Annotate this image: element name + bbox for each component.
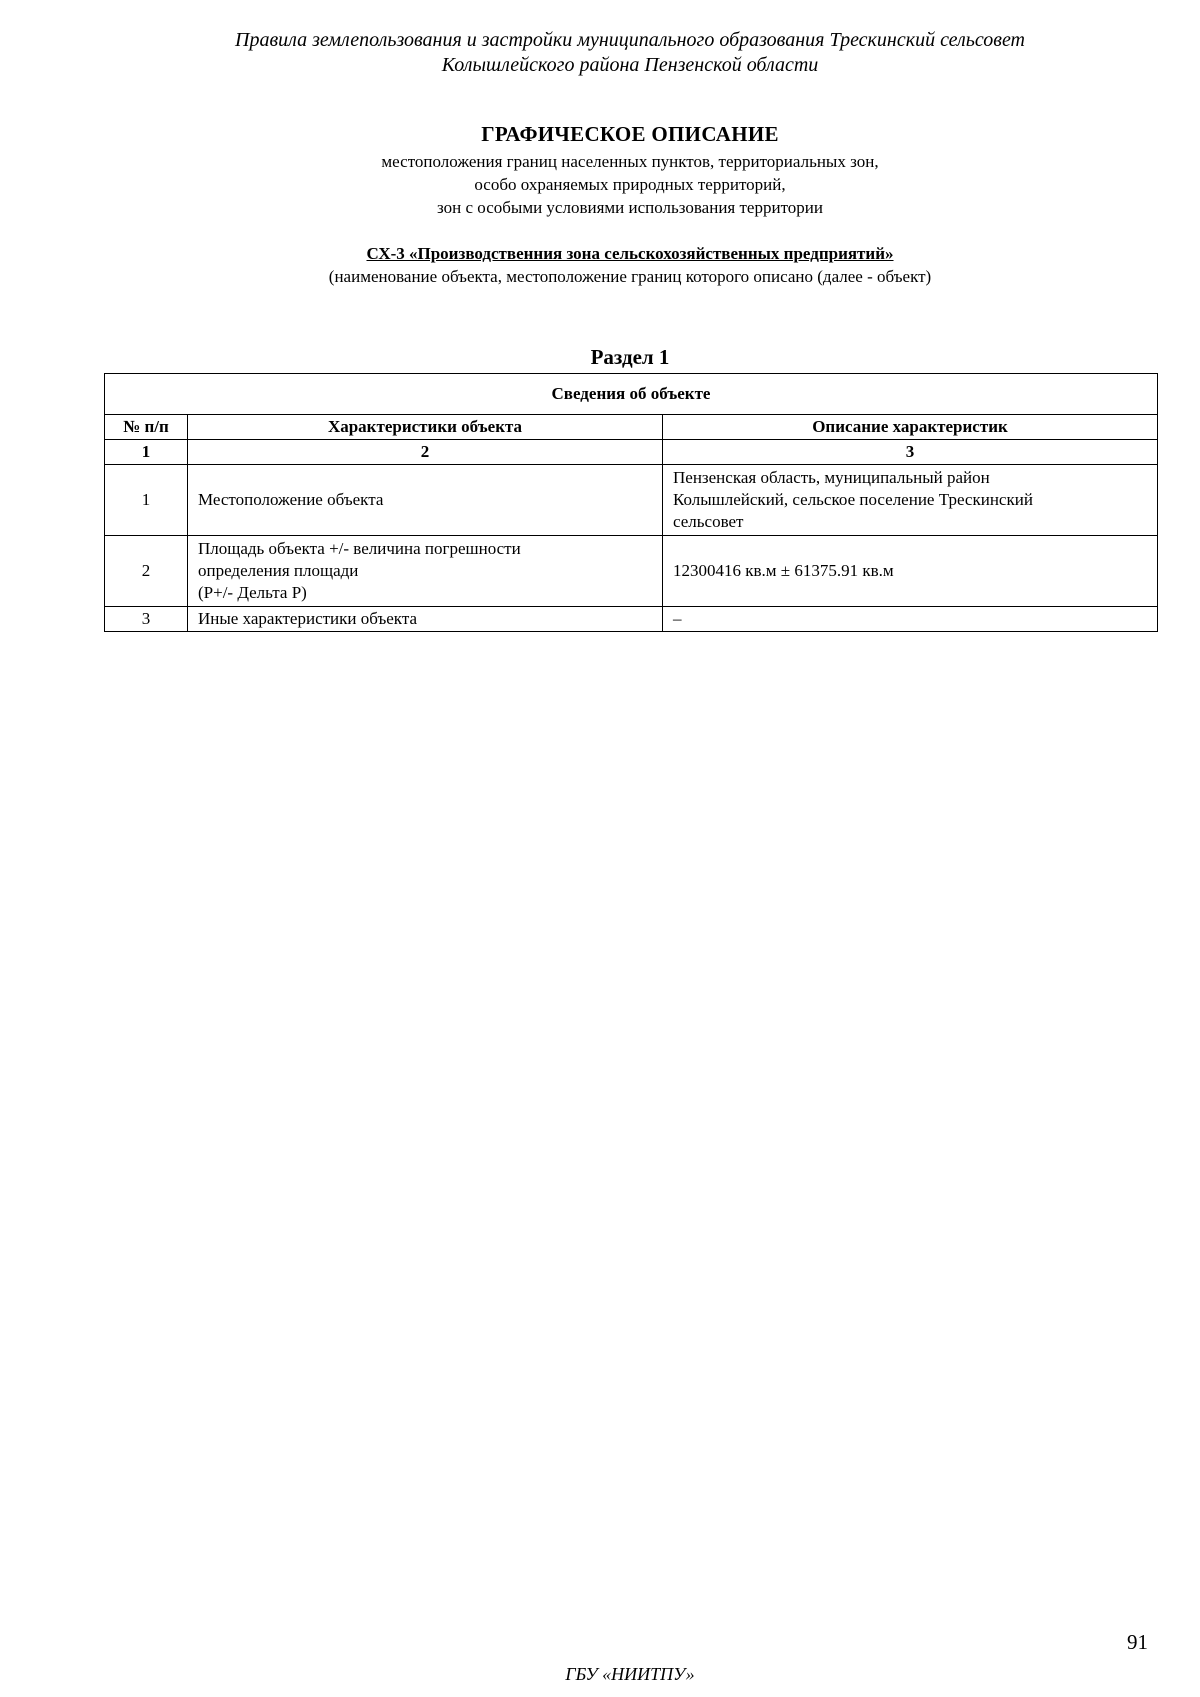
row-characteristic-line: Иные характеристики объекта xyxy=(198,609,418,628)
object-caption: (наименование объекта, местоположение границ которого описано (далее - объект) xyxy=(328,267,932,286)
row-characteristic xyxy=(188,465,663,536)
table-row xyxy=(105,607,1158,632)
column-number-3: 3 xyxy=(663,440,1158,465)
document-title: ГРАФИЧЕСКОЕ ОПИСАНИЕ xyxy=(481,122,779,146)
row-characteristic-line: определения площади xyxy=(198,561,359,580)
table-caption: Сведения об объекте xyxy=(105,374,1158,415)
row-number: 3 xyxy=(105,607,188,632)
row-description-line: Пензенская область, муниципальный район xyxy=(673,468,990,487)
row-characteristic-line: Местоположение объекта xyxy=(198,490,384,509)
row-description xyxy=(663,465,1158,536)
row-description-line: Колышлейский, сельское поселение Трескинский xyxy=(673,490,1033,509)
running-header xyxy=(0,28,1200,78)
row-characteristic-line: (Р+/- Дельта Р) xyxy=(198,583,307,602)
row-number: 1 xyxy=(105,465,188,536)
header-description: Описание характеристик xyxy=(663,415,1158,440)
object-name: СХ-3 «Производственния зона сельскохозяйственных предприятий» xyxy=(366,244,894,263)
column-number-2: 2 xyxy=(188,440,663,465)
row-description xyxy=(663,607,1158,632)
row-description-line: сельсовет xyxy=(673,512,744,531)
running-header-line-1: Правила землепользования и застройки муниципального образования Трескинский сельсовет xyxy=(235,29,1025,51)
document-subtitle xyxy=(0,150,1200,219)
header-characteristic: Характеристики объекта xyxy=(188,415,663,440)
section-title: Раздел 1 xyxy=(590,345,670,369)
subtitle-line-3: зон с особыми условиями использования территории xyxy=(437,198,823,217)
row-description-line: 12300416 кв.м ± 61375.91 кв.м xyxy=(673,561,894,580)
table-row xyxy=(105,536,1158,607)
table-caption-row xyxy=(105,374,1158,415)
row-characteristic xyxy=(188,607,663,632)
column-number-1: 1 xyxy=(105,440,188,465)
page-number: 91 xyxy=(1127,1630,1148,1654)
row-description-line: – xyxy=(673,609,682,628)
page-footer: ГБУ «НИИТПУ» xyxy=(565,1664,695,1684)
header-num: № п/п xyxy=(105,415,188,440)
row-characteristic-line: Площадь объекта +/- величина погрешности xyxy=(198,539,521,558)
table-column-numbers-row xyxy=(105,440,1158,465)
object-info-table xyxy=(104,373,1158,632)
row-number: 2 xyxy=(105,536,188,607)
row-characteristic xyxy=(188,536,663,607)
running-header-line-2: Колышлейского района Пензенской области xyxy=(441,54,819,76)
table-row xyxy=(105,465,1158,536)
subtitle-line-1: местоположения границ населенных пунктов, территориальных зон, xyxy=(381,152,879,171)
subtitle-line-2: особо охраняемых природных территорий, xyxy=(474,175,786,194)
table-header-row xyxy=(105,415,1158,440)
row-description xyxy=(663,536,1158,607)
